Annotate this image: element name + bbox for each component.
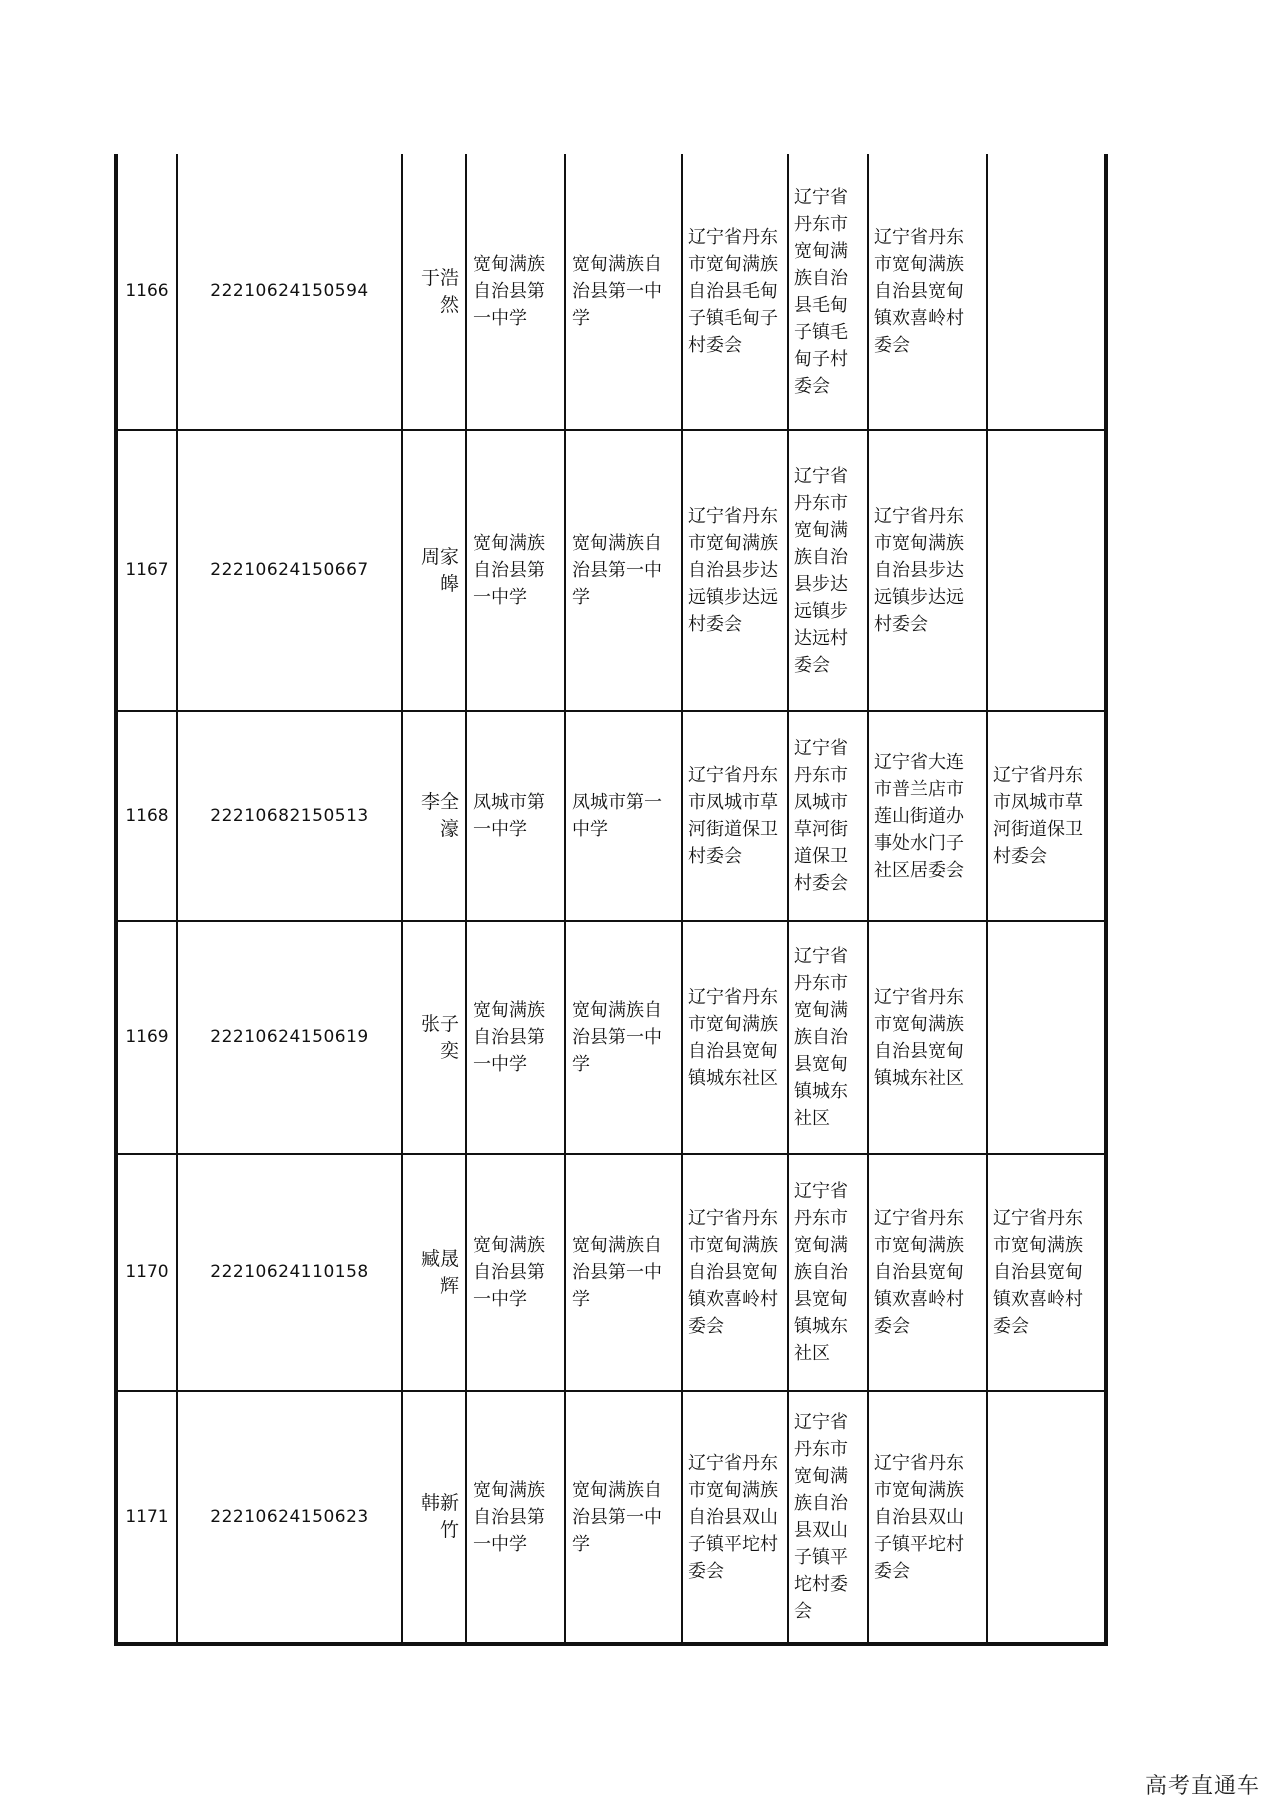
address-2: 辽宁省丹东市宽甸满族自治县宽甸镇城东社区 xyxy=(788,1154,868,1391)
school-name-2: 宽甸满族自治县第一中学 xyxy=(565,1391,682,1644)
school-name: 宽甸满族自治县第一中学 xyxy=(466,430,565,711)
school-name: 宽甸满族自治县第一中学 xyxy=(466,154,565,430)
address-4: 辽宁省丹东市宽甸满族自治县宽甸镇欢喜岭村委会 xyxy=(987,1154,1106,1391)
address-1: 辽宁省丹东市宽甸满族自治县宽甸镇欢喜岭村委会 xyxy=(682,1154,788,1391)
address-4 xyxy=(987,154,1106,430)
exam-id: 22210682150513 xyxy=(177,711,402,921)
address-3: 辽宁省大连市普兰店市莲山街道办事处水门子社区居委会 xyxy=(868,711,987,921)
address-2: 辽宁省丹东市宽甸满族自治县步达远镇步达远村委会 xyxy=(788,430,868,711)
address-4: 辽宁省丹东市凤城市草河街道保卫村委会 xyxy=(987,711,1106,921)
row-number: 1166 xyxy=(116,154,177,430)
exam-id: 22210624150594 xyxy=(177,154,402,430)
roster-table-container xyxy=(114,154,1104,1646)
row-number: 1168 xyxy=(116,711,177,921)
student-name: 周家皞 xyxy=(402,430,466,711)
address-4 xyxy=(987,1391,1106,1644)
table-row xyxy=(116,921,1106,1154)
student-name: 臧晟辉 xyxy=(402,1154,466,1391)
address-3: 辽宁省丹东市宽甸满族自治县宽甸镇城东社区 xyxy=(868,921,987,1154)
table-row xyxy=(116,711,1106,921)
student-name: 张子奕 xyxy=(402,921,466,1154)
address-1: 辽宁省丹东市宽甸满族自治县步达远镇步达远村委会 xyxy=(682,430,788,711)
school-name-2: 宽甸满族自治县第一中学 xyxy=(565,430,682,711)
school-name-2: 宽甸满族自治县第一中学 xyxy=(565,1154,682,1391)
address-3: 辽宁省丹东市宽甸满族自治县宽甸镇欢喜岭村委会 xyxy=(868,1154,987,1391)
address-1: 辽宁省丹东市宽甸满族自治县毛甸子镇毛甸子村委会 xyxy=(682,154,788,430)
school-name-2: 宽甸满族自治县第一中学 xyxy=(565,921,682,1154)
address-4 xyxy=(987,430,1106,711)
row-number: 1171 xyxy=(116,1391,177,1644)
student-name: 李全濠 xyxy=(402,711,466,921)
address-1: 辽宁省丹东市宽甸满族自治县双山子镇平坨村委会 xyxy=(682,1391,788,1644)
student-name: 韩新竹 xyxy=(402,1391,466,1644)
roster-table xyxy=(114,154,1108,1646)
school-name: 宽甸满族自治县第一中学 xyxy=(466,921,565,1154)
watermark-text: 高考直通车 xyxy=(1144,1774,1260,1799)
address-2: 辽宁省丹东市凤城市草河街道保卫村委会 xyxy=(788,711,868,921)
row-number: 1169 xyxy=(116,921,177,1154)
row-number: 1170 xyxy=(116,1154,177,1391)
table-row xyxy=(116,154,1106,430)
school-name: 宽甸满族自治县第一中学 xyxy=(466,1391,565,1644)
address-3: 辽宁省丹东市宽甸满族自治县步达远镇步达远村委会 xyxy=(868,430,987,711)
school-name-2: 宽甸满族自治县第一中学 xyxy=(565,154,682,430)
table-row xyxy=(116,1154,1106,1391)
school-name: 凤城市第一中学 xyxy=(466,711,565,921)
address-3: 辽宁省丹东市宽甸满族自治县宽甸镇欢喜岭村委会 xyxy=(868,154,987,430)
address-1: 辽宁省丹东市凤城市草河街道保卫村委会 xyxy=(682,711,788,921)
address-2: 辽宁省丹东市宽甸满族自治县双山子镇平坨村委会 xyxy=(788,1391,868,1644)
table-row xyxy=(116,1391,1106,1644)
address-2: 辽宁省丹东市宽甸满族自治县宽甸镇城东社区 xyxy=(788,921,868,1154)
exam-id: 22210624150623 xyxy=(177,1391,402,1644)
address-3: 辽宁省丹东市宽甸满族自治县双山子镇平坨村委会 xyxy=(868,1391,987,1644)
table-row xyxy=(116,430,1106,711)
row-number: 1167 xyxy=(116,430,177,711)
address-2: 辽宁省丹东市宽甸满族自治县毛甸子镇毛甸子村委会 xyxy=(788,154,868,430)
school-name-2: 凤城市第一中学 xyxy=(565,711,682,921)
address-4 xyxy=(987,921,1106,1154)
school-name: 宽甸满族自治县第一中学 xyxy=(466,1154,565,1391)
exam-id: 22210624150619 xyxy=(177,921,402,1154)
exam-id: 22210624110158 xyxy=(177,1154,402,1391)
address-1: 辽宁省丹东市宽甸满族自治县宽甸镇城东社区 xyxy=(682,921,788,1154)
exam-id: 22210624150667 xyxy=(177,430,402,711)
student-name: 于浩然 xyxy=(402,154,466,430)
